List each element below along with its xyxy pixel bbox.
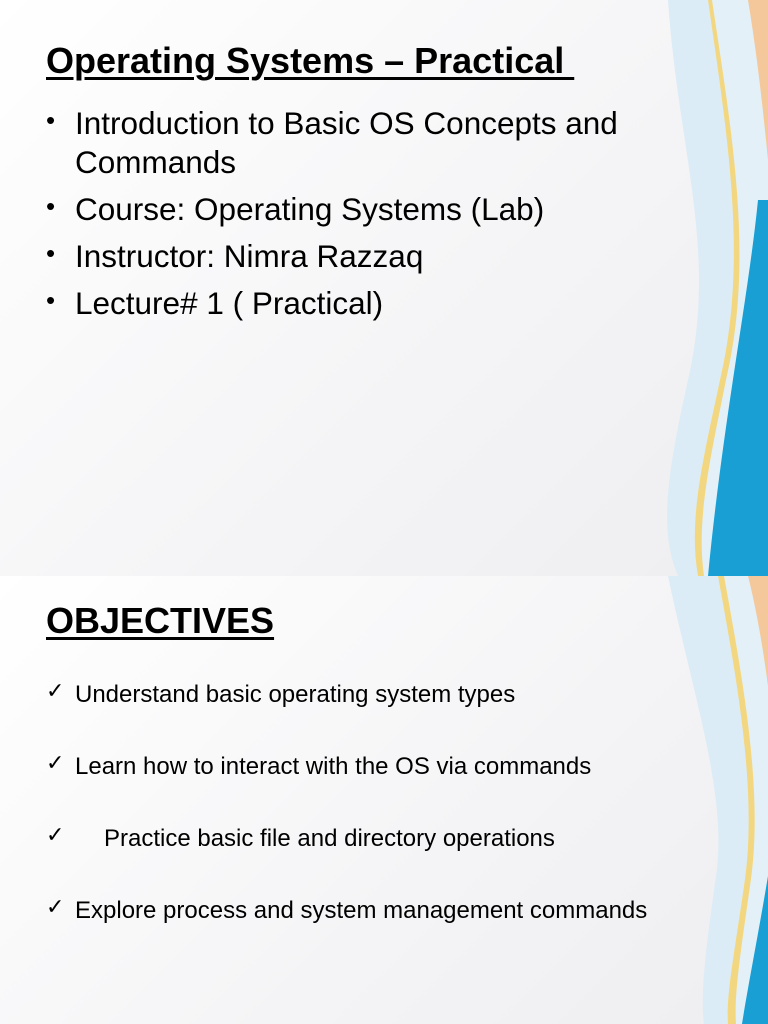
slide-1-bullet-list xyxy=(46,104,676,331)
checkmark-icon: ✓ xyxy=(46,750,65,775)
slide-2-title: OBJECTIVES xyxy=(46,600,275,641)
list-item: ✓ Explore process and system management commands xyxy=(46,892,726,964)
checkmark-icon: ✓ xyxy=(46,678,65,703)
list-item: • Course: Operating Systems (Lab) xyxy=(46,191,545,227)
list-item: • Instructor: Nimra Razzaq xyxy=(46,238,424,274)
checkmark-icon: ✓ xyxy=(46,822,65,847)
list-item: • Introduction to Basic OS Concepts and Commands xyxy=(46,105,618,180)
bullet-icon: • xyxy=(46,238,56,268)
bullet-icon: • xyxy=(46,285,56,315)
objectives-list xyxy=(46,676,726,964)
list-item: ✓ Learn how to interact with the OS via commands xyxy=(46,748,726,820)
bullet-icon: • xyxy=(46,105,56,135)
checkmark-icon: ✓ xyxy=(46,894,65,919)
slide-1-title: Operating Systems – Practical xyxy=(46,40,575,81)
bullet-icon: • xyxy=(46,191,56,221)
list-item: • Lecture# 1 ( Practical) xyxy=(46,285,384,321)
list-item: ✓ Practice basic file and directory operations xyxy=(46,820,726,892)
slide-2 xyxy=(0,576,768,1024)
list-item: ✓ Understand basic operating system types xyxy=(46,676,726,748)
